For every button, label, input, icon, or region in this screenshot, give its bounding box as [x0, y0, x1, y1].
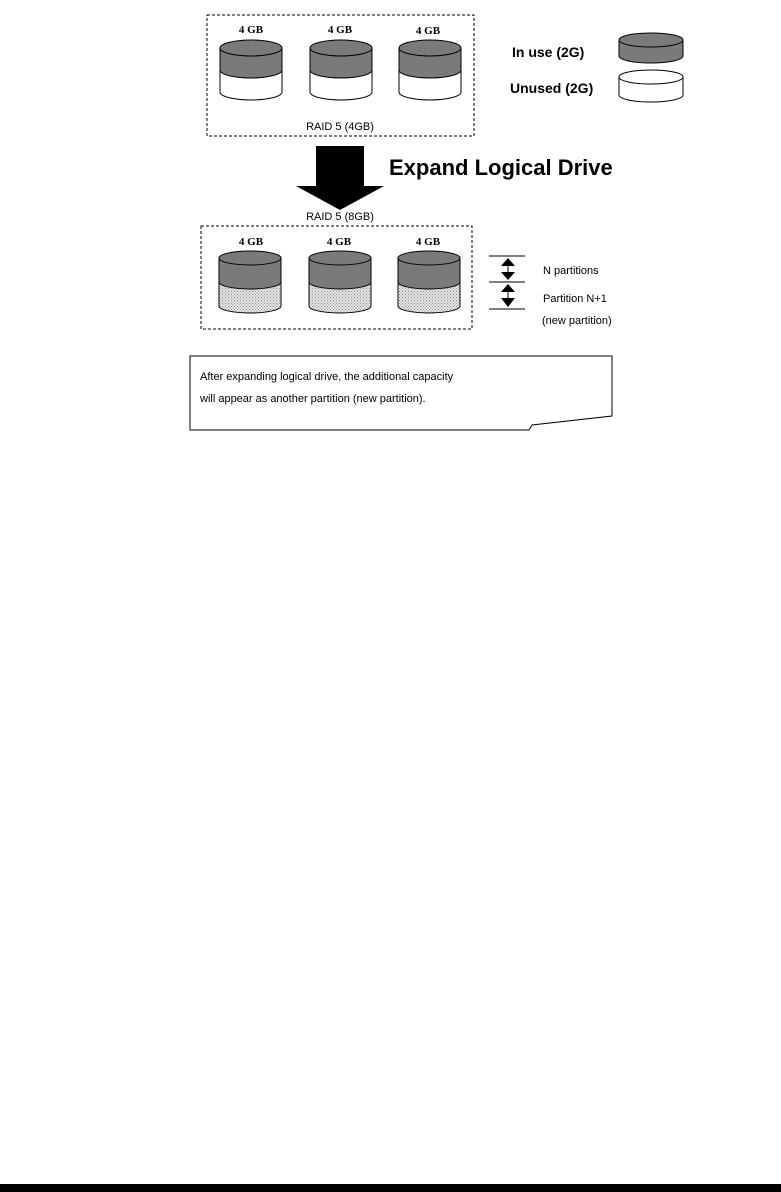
- n-partitions-label: N partitions: [543, 265, 599, 277]
- page-footer-bar: [0, 1184, 781, 1192]
- new-partition-down-arrow-icon: [501, 298, 515, 307]
- bottom-disk-1: [219, 251, 281, 313]
- legend-in-use-label: In use (2G): [512, 44, 585, 60]
- bottom-disk-2: [309, 251, 371, 313]
- new-partition-up-arrow-icon: [501, 284, 515, 292]
- partition-n1-label: Partition N+1: [543, 293, 607, 305]
- top-disk-3-label: 4 GB: [415, 25, 441, 37]
- expand-down-arrow: [296, 146, 384, 210]
- legend-unused-swatch: [619, 70, 683, 102]
- legend-in-use-swatch: [619, 33, 683, 63]
- bottom-disk-3-label: 4 GB: [415, 236, 441, 248]
- note-line-2: will appear as another partition (new partition).: [200, 393, 426, 405]
- note-line-1: After expanding logical drive, the additional capacity: [200, 371, 454, 383]
- bottom-disk-1-label: 4 GB: [238, 236, 264, 248]
- n-partitions-down-arrow-icon: [501, 272, 515, 280]
- top-disk-2-label: 4 GB: [327, 24, 353, 36]
- bottom-disk-2-label: 4 GB: [326, 236, 352, 248]
- bottom-disk-3: [398, 251, 460, 313]
- top-disk-1: [220, 40, 282, 100]
- bottom-group-caption: RAID 5 (8GB): [306, 211, 374, 223]
- top-disk-3: [399, 40, 461, 100]
- n-partitions-up-arrow-icon: [501, 258, 515, 266]
- top-disk-2: [310, 40, 372, 100]
- legend-unused-label: Unused (2G): [510, 80, 594, 96]
- expand-logical-drive-title: Expand Logical Drive: [389, 155, 613, 180]
- new-partition-label: (new partition): [542, 315, 612, 327]
- top-group-caption: RAID 5 (4GB): [306, 121, 374, 133]
- top-disk-1-label: 4 GB: [238, 24, 264, 36]
